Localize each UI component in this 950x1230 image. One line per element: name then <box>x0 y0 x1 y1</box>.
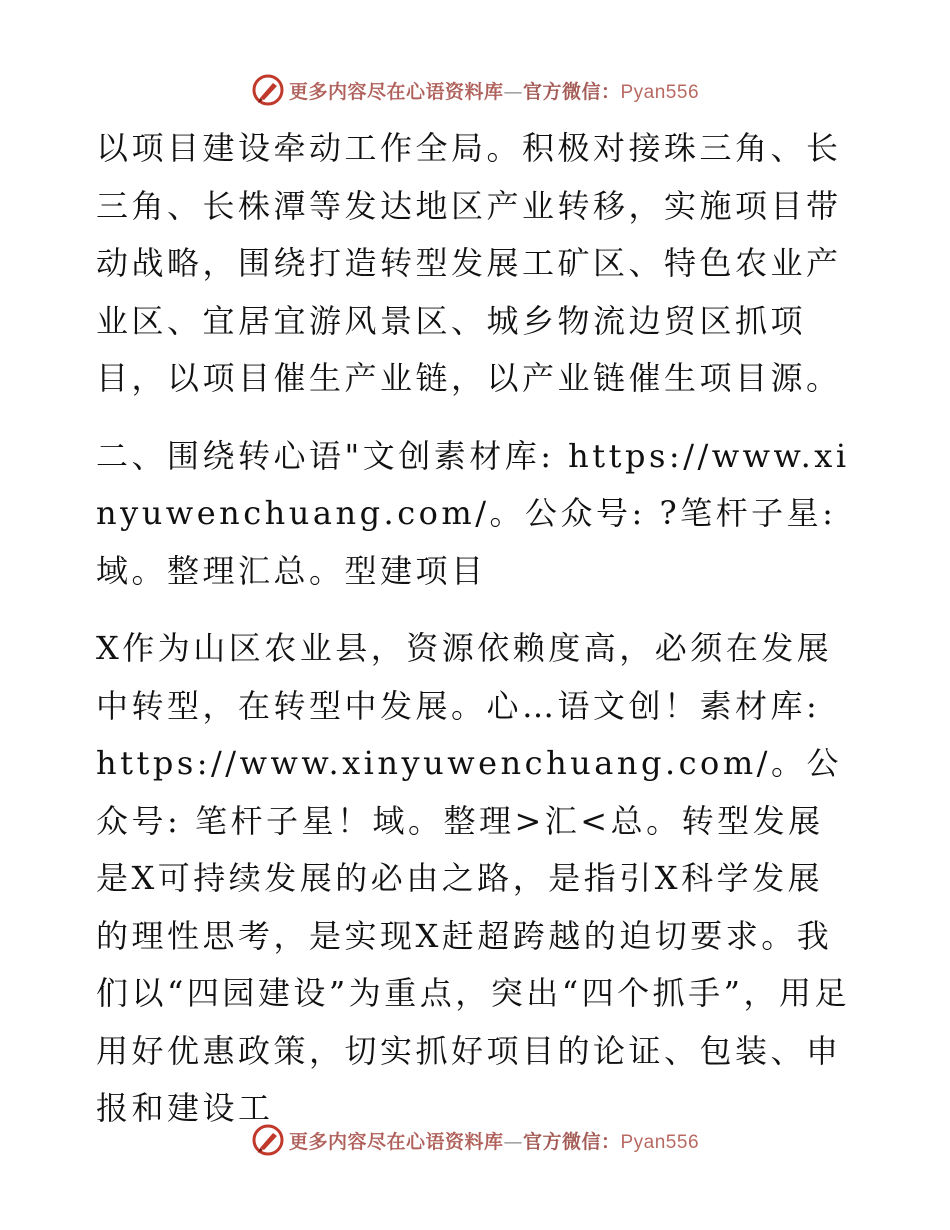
banner-wechat-label: 官方微信： <box>522 80 621 103</box>
banner-separator: — <box>503 80 523 103</box>
document-body <box>96 120 856 1138</box>
banner-wechat-label: 官方微信： <box>522 1130 621 1153</box>
pen-logo-icon <box>251 73 285 107</box>
paragraph-section-two-heading: 二、围绕转心语"文创素材库: https://www.xinyuwenchuang.com/。公众号: ?笔杆子星:域。整理汇总。型建项目 <box>96 436 850 590</box>
banner-wechat-id: Pyan556 <box>620 1131 700 1153</box>
banner-separator: — <box>503 1130 523 1153</box>
footer-banner <box>0 1120 950 1160</box>
banner-site-text: 更多内容尽在心语资料库 <box>288 80 504 103</box>
header-banner <box>0 70 950 110</box>
header-banner-text <box>289 77 699 104</box>
paragraph-project-driven: 以项目建设牵动工作全局。积极对接珠三角、长三角、长株潭等发达地区产业转移，实施项目带动战略，围绕打造转型发展工矿区、特色农业产业区、宜居宜游风景区、城乡物流边贸区抓项目，以项目催生产业链，以产业链催生项目源。 <box>96 129 842 397</box>
banner-wechat-id: Pyan556 <box>620 81 700 103</box>
footer-banner-text <box>289 1127 699 1154</box>
paragraph-transformation: X作为山区农业县，资源依赖度高，必须在发展中转型，在转型中发展。心…语文创！素材库: https://www.xinyuwenchuang.com/。公众号: 笔杆子星！域。整理>汇<总。转型发展是X可持续发展的必由之路，是指引X科学发展的理性思考，是实现X赶超跨越的迫切要求。我们以“四园建设”为重点，突出“四个抓手”，用足用好优惠政策，切实抓好项目的论证、包装、申报和建设工 <box>96 629 850 1127</box>
pen-logo-icon <box>251 1123 285 1157</box>
banner-site-text: 更多内容尽在心语资料库 <box>288 1130 504 1153</box>
